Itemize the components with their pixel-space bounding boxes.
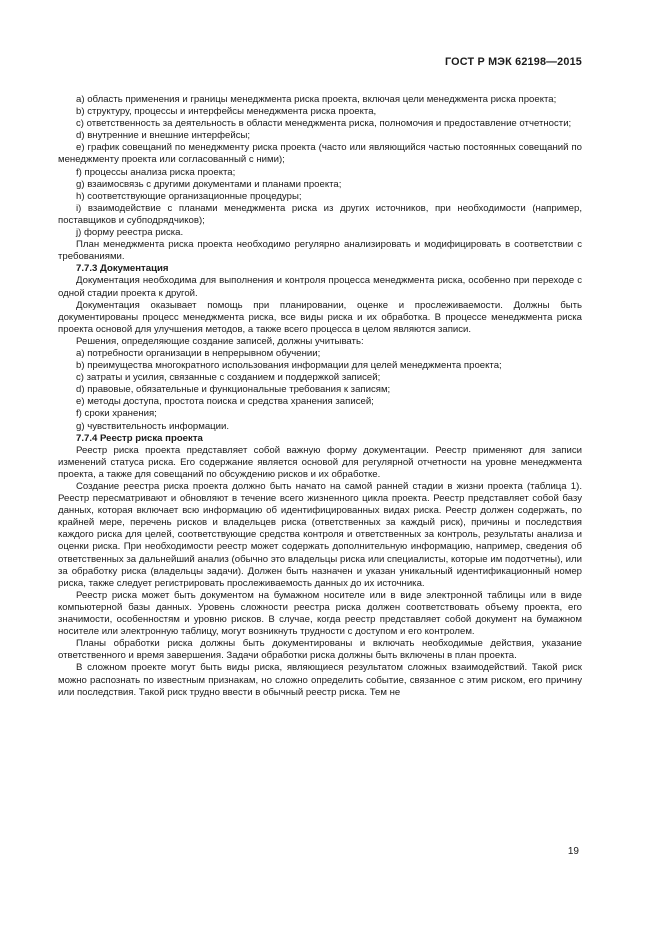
document-body — [58, 94, 582, 699]
paragraph: План менеджмента риска проекта необходимо регулярно анализировать и модифицировать в соответствии с требованиями. — [58, 239, 582, 263]
paragraph: Создание реестра риска проекта должно быть начато на самой ранней стадии в жизни проекта (таблица 1). Реестр пересматривают и обновляют в течение всего жизненного цикла проекта. Реестр представляет собой базу данных, которая включает всю информацию об идентифицированных видах риска. Реестр должен содержать, по крайней мере, перечень рисков и владельцев риска (ответственных за каждый риск), причины и последствия каждого риска для целей, соответствующие средства контроля и ответственных за контроль, результаты анализа и оценки риска. При необходимости реестр может содержать дополнительную информацию, например, сведения об ответственных за дальнейший анализ (обычно это владельцы риска или специалисты, которые им подотчетны), или за обработку риска (владельцы задачи). Должен быть назначен и указан уникальный идентификационный номер риска, также следует регистрировать прослеживаемость данных до их источника. — [58, 481, 582, 589]
list-item: h) соответствующие организационные процедуры; — [76, 190, 302, 202]
list-item: a) потребности организации в непрерывном обучении; — [76, 347, 321, 359]
list-item: b) структуру, процессы и интерфейсы менеджмента риска проекта, — [76, 106, 377, 118]
list-item: c) ответственность за деятельность в области менеджмента риска, полномочия и предоставление отчетности; — [76, 118, 572, 130]
paragraph: Реестр риска может быть документом на бумажном носителе или в виде электронной таблицы или в виде компьютерной базы данных. Уровень сложности реестра риска должен соответствовать объему проекта, его значимости, особенностям и уровню рисков. В случае, когда реестр представляет собой документ на бумажном носителе или электронную таблицу, могут возникнуть трудности с доступом и его контролем. — [58, 589, 582, 638]
section-heading-7-7-4: 7.7.4 Реестр риска проекта — [76, 432, 203, 444]
list-item: b) преимущества многократного использования информации для целей менеджмента проекта; — [76, 360, 502, 372]
list-item: d) внутренние и внешние интерфейсы; — [76, 130, 251, 142]
section-heading-7-7-3: 7.7.3 Документация — [76, 263, 169, 275]
list-item: e) методы доступа, простота поиска и средства хранения записей; — [76, 396, 374, 408]
list-item: c) затраты и усилия, связанные с созданием и поддержкой записей; — [76, 372, 381, 384]
paragraph: Документация оказывает помощь при планировании, оценке и прослеживаемости. Должны быть документированы процесс менеджмента риска, все виды риска и их обработка. В процессе менеджмента риска проекта основой для улучшения методов, а также всего процесса в целом являются записи. — [58, 299, 582, 335]
paragraph: Планы обработки риска должны быть документированы и включать необходимые действия, указание ответственного и время завершения. Задачи обработки риска должны быть включены в план проекта. — [58, 638, 582, 662]
list-item: g) взаимосвязь с другими документами и планами проекта; — [76, 178, 342, 190]
list-item: d) правовые, обязательные и функциональные требования к записям; — [76, 384, 391, 396]
paragraph: В сложном проекте могут быть виды риска, являющиеся результатом сложных взаимодействий. Такой риск можно распознать по известным признакам, но сложно определить событие, связанное с этим риском, его причину или последствия. Такой риск трудно ввести в обычный реестр риска. Тем не — [58, 662, 582, 698]
page-number: 19 — [567, 846, 579, 857]
list-item: f) сроки хранения; — [76, 408, 157, 420]
list-item: i) взаимодействие с планами менеджмента риска из других источников, при необходимости (например, поставщиков и субподрядчиков); — [58, 202, 582, 226]
paragraph: Документация необходима для выполнения и контроля процесса менеджмента риска, особенно при переходе с одной стадии проекта к другой. — [58, 275, 582, 299]
document-header: ГОСТ Р МЭК 62198—2015 — [444, 56, 582, 68]
paragraph: Реестр риска проекта представляет собой важную форму документации. Реестр применяют для записи изменений статуса риска. Его содержание является основой для регулярной отчетности на уровне менеджмента проекта, а также для совещаний по обсуждению рисков и их обработке. — [58, 444, 582, 480]
list-item: j) форму реестра риска. — [76, 227, 184, 239]
list-item: a) область применения и границы менеджмента риска проекта, включая цели менеджмента риска проекта; — [76, 94, 557, 105]
list-item: g) чувствительность информации. — [76, 420, 230, 432]
list-item: f) процессы анализа риска проекта; — [76, 166, 236, 178]
paragraph: Решения, определяющие создание записей, должны учитывать: — [76, 335, 364, 347]
list-item: e) график совещаний по менеджменту риска проекта (часто или являющийся частью постоянных совещаний по менеджменту проекта или согласованный с ними); — [58, 142, 582, 166]
